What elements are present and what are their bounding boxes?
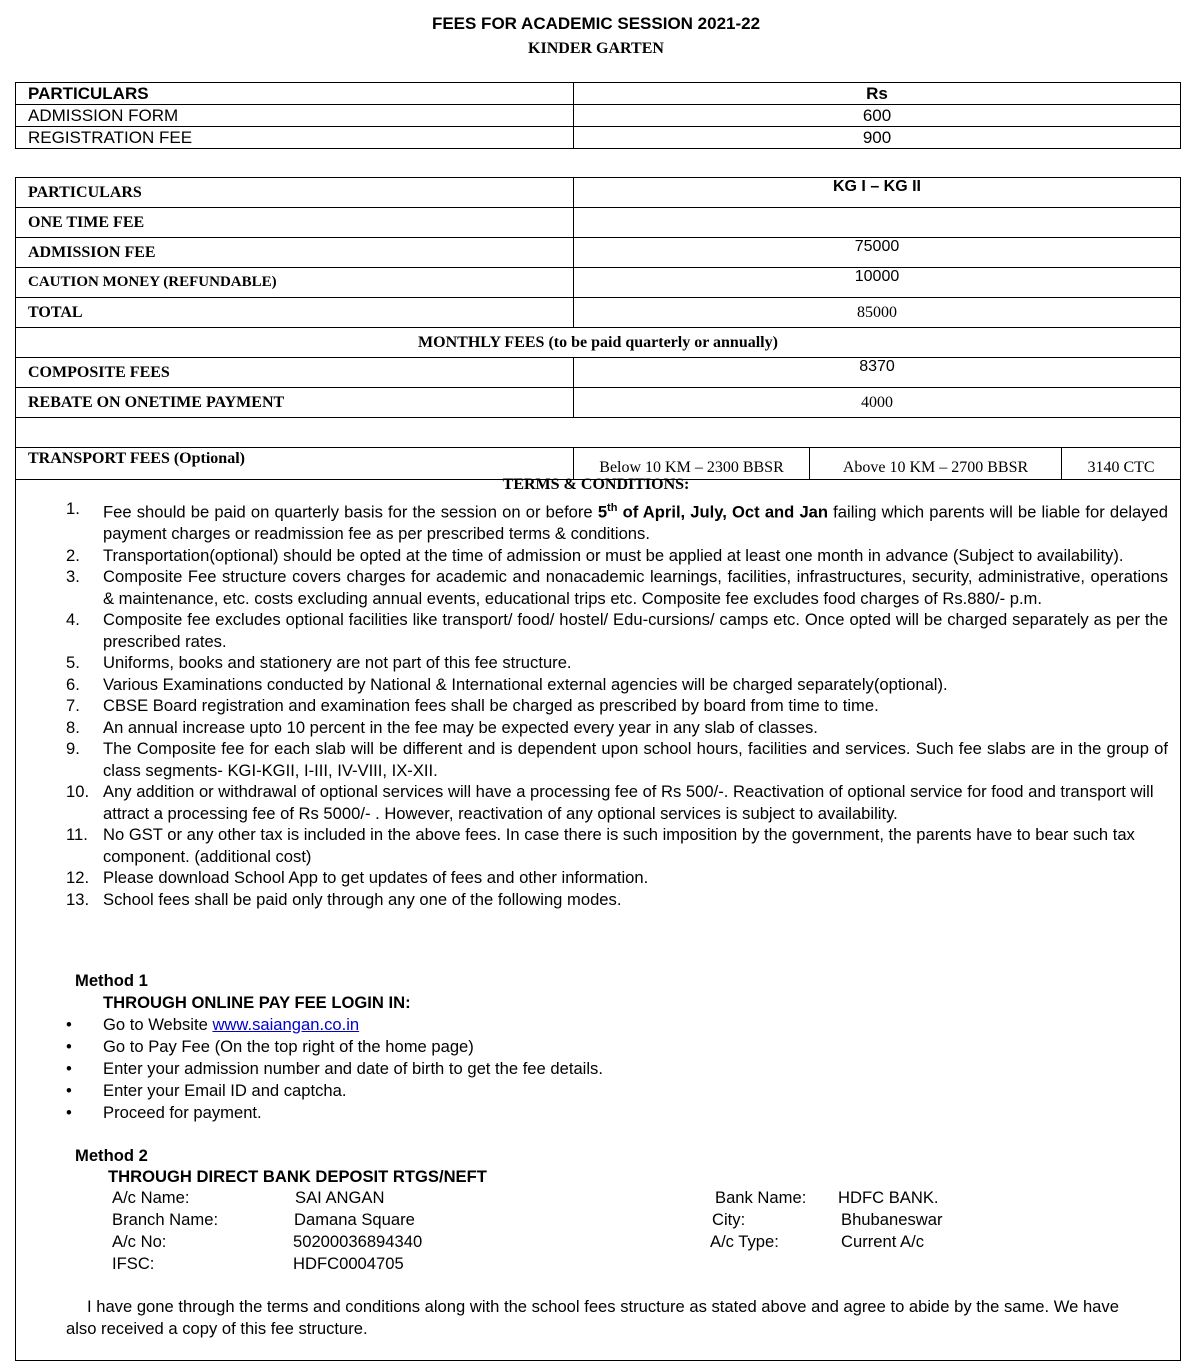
bullet-icon: • xyxy=(66,1037,72,1056)
header-particulars: PARTICULARS xyxy=(16,178,574,208)
table-header-row xyxy=(16,83,1181,105)
ifsc-value: HDFC0004705 xyxy=(293,1254,404,1273)
list-item xyxy=(66,1080,603,1102)
bank-name-label: Bank Name: xyxy=(715,1188,807,1207)
list-item xyxy=(66,1036,603,1058)
list-item xyxy=(66,1014,603,1036)
list-item xyxy=(66,824,1168,867)
composite-fees-value: 8370 xyxy=(574,358,1181,388)
bank-name-value: HDFC BANK. xyxy=(838,1188,939,1207)
term-text-part: Fee should be paid on quarterly basis for the session on or before xyxy=(103,502,598,522)
header-kg: KG I – KG II xyxy=(574,178,1181,208)
one-time-fee-label: ONE TIME FEE xyxy=(16,208,574,238)
table-header-row xyxy=(16,178,1181,208)
term-text: The Composite fee for each slab will be different and is dependent upon school hours, facilities and services. Such fee slabs are in the group of class segments- KGI-KGII, I-III, IV-VIII, IX-XII. xyxy=(103,739,1168,780)
method1-heading: THROUGH ONLINE PAY FEE LOGIN IN: xyxy=(103,993,411,1012)
kg-fee-table xyxy=(15,177,1181,480)
admission-fee-value: 75000 xyxy=(574,238,1181,268)
term-bold-part: of April, July, Oct and Jan xyxy=(617,502,829,522)
bullet-icon: • xyxy=(66,1059,72,1078)
page-title: FEES FOR ACADEMIC SESSION 2021-22 xyxy=(431,14,761,33)
bullet-icon: • xyxy=(66,1103,72,1122)
admission-fee-label: ADMISSION FEE xyxy=(16,238,574,268)
term-text: Various Examinations conducted by National & International external agencies will be charged separately(optional). xyxy=(103,674,948,694)
term-number: 5. xyxy=(66,653,80,673)
header-particulars: PARTICULARS xyxy=(16,83,574,105)
method2-label: Method 2 xyxy=(75,1146,148,1165)
branch-value: Damana Square xyxy=(294,1210,415,1229)
term-sup-part: th xyxy=(607,502,618,514)
term-number: 3. xyxy=(66,567,80,587)
term-text: Uniforms, books and stationery are not part of this fee structure. xyxy=(103,653,572,673)
method1-steps xyxy=(66,1014,603,1124)
list-item xyxy=(66,652,1168,674)
term-number: 1. xyxy=(66,499,80,518)
ac-no-value: 50200036894340 xyxy=(293,1232,423,1251)
composite-fees-label: COMPOSITE FEES xyxy=(16,358,574,388)
list-item xyxy=(66,566,1168,609)
declaration-text: I have gone through the terms and conditions along with the school fees structure as stated above and agree to abide by the same. We have also received a copy of this fee structure. xyxy=(66,1297,1119,1338)
branch-label: Branch Name: xyxy=(112,1210,219,1229)
step-text: Enter your Email ID and captcha. xyxy=(103,1081,347,1100)
caution-money-label: CAUTION MONEY (REFUNDABLE) xyxy=(16,268,574,298)
table-row xyxy=(16,298,1181,328)
method2-heading: THROUGH DIRECT BANK DEPOSIT RTGS/NEFT xyxy=(108,1167,487,1186)
term-text-part: failing which parents will be liable for delayed payment charges or readmission fee as per prescribed terms & conditions. xyxy=(103,502,1168,544)
list-item xyxy=(66,867,1168,889)
step-text: Go to Pay Fee (On the top right of the home page) xyxy=(103,1037,474,1056)
ifsc-label: IFSC: xyxy=(112,1254,155,1273)
step-text-part: Go to Website xyxy=(103,1015,213,1034)
term-number: 2. xyxy=(66,545,80,565)
list-item xyxy=(66,674,1168,696)
list-item xyxy=(66,1058,603,1080)
term-number: 6. xyxy=(66,674,80,694)
empty-row xyxy=(16,418,1181,448)
page-subtitle: KINDER GARTEN xyxy=(528,40,664,57)
list-item xyxy=(66,695,1168,717)
list-item xyxy=(66,889,1168,911)
transport-ctc: 3140 CTC xyxy=(1062,448,1181,480)
terms-list xyxy=(66,498,1168,910)
table-row xyxy=(16,388,1181,418)
step-text: Enter your admission number and date of birth to get the fee details. xyxy=(103,1059,603,1078)
list-item xyxy=(66,781,1168,824)
term-text: Any addition or withdrawal of optional services will have a processing fee of Rs 500/-. Reactivation of optional service for food and transport will attract a processing fee of Rs 5000/- . However, reactivation of any optional services is subject to availability. xyxy=(103,782,1154,823)
rebate-value: 4000 xyxy=(574,388,1181,418)
term-text: No GST or any other tax is included in the above fees. In case there is such imposition by the government, the parents have to bear such tax component. (additional cost) xyxy=(103,825,1135,866)
term-number: 10. xyxy=(66,782,90,802)
list-item xyxy=(66,498,1168,545)
table-row xyxy=(16,358,1181,388)
total-label: TOTAL xyxy=(16,298,574,328)
term-number: 11. xyxy=(66,825,88,845)
term-text: Composite Fee structure covers charges for academic and nonacademic learnings, facilities, infrastructures, security, administrative, operations & maintenance, etc. costs excluding annual events, educational trips etc. Composite fee excludes food charges of Rs.880/- p.m. xyxy=(103,567,1168,608)
row-label: REGISTRATION FEE xyxy=(16,127,574,149)
method1-label: Method 1 xyxy=(75,971,148,990)
rebate-label: REBATE ON ONETIME PAYMENT xyxy=(16,388,574,418)
transport-fees-label: TRANSPORT FEES (Optional) xyxy=(16,448,574,480)
city-value: Bhubaneswar xyxy=(841,1210,943,1229)
term-number: 12. xyxy=(66,868,90,888)
list-item xyxy=(66,545,1168,567)
term-text: An annual increase upto 10 percent in the fee may be expected every year in any slab of classes. xyxy=(103,717,818,737)
list-item xyxy=(66,717,1168,739)
city-label: City: xyxy=(712,1210,746,1229)
step-text: Proceed for payment. xyxy=(103,1103,262,1122)
ac-no-label: A/c No: xyxy=(112,1232,167,1251)
row-value: 900 xyxy=(574,127,1181,149)
total-value: 85000 xyxy=(574,298,1181,328)
empty-cell xyxy=(574,208,1181,238)
term-number: 4. xyxy=(66,610,80,630)
registration-fee-table xyxy=(15,82,1181,149)
term-text: School fees shall be paid only through any one of the following modes. xyxy=(103,889,622,909)
term-number: 7. xyxy=(66,696,80,716)
table-row xyxy=(16,105,1181,127)
term-text xyxy=(103,498,1168,545)
table-row xyxy=(16,127,1181,149)
terms-heading: TERMS & CONDITIONS: xyxy=(502,476,690,493)
header-rs: Rs xyxy=(574,83,1181,105)
bullet-icon: • xyxy=(66,1015,72,1034)
term-number: 9. xyxy=(66,739,80,759)
term-text: CBSE Board registration and examination fees shall be charged as prescribed by board from time to time. xyxy=(103,696,879,716)
row-value: 600 xyxy=(574,105,1181,127)
table-row xyxy=(16,328,1181,358)
monthly-fees-header: MONTHLY FEES (to be paid quarterly or annually) xyxy=(16,328,1181,358)
table-row xyxy=(16,208,1181,238)
table-row xyxy=(16,238,1181,268)
ac-type-value: Current A/c xyxy=(841,1232,925,1251)
term-text: Transportation(optional) should be opted at the time of admission or must be applied at least one month in advance (Subject to availability). xyxy=(103,545,1124,565)
term-text: Please download School App to get updates of fees and other information. xyxy=(103,868,649,888)
bullet-icon: • xyxy=(66,1081,72,1100)
term-text: Composite fee excludes optional facilities like transport/ food/ hostel/ Edu-cursions/ camps etc. Once opted will be charged separately as per the prescribed rates. xyxy=(103,610,1168,651)
list-item xyxy=(66,738,1168,781)
step-text xyxy=(103,1014,359,1036)
ac-type-label: A/c Type: xyxy=(710,1232,779,1251)
term-number: 8. xyxy=(66,717,80,737)
term-number: 13. xyxy=(66,889,90,909)
term-bold-part: 5 xyxy=(597,502,608,522)
list-item xyxy=(66,1102,603,1124)
ac-name-label: A/c Name: xyxy=(112,1188,190,1207)
table-row xyxy=(16,268,1181,298)
transport-below-10km: Below 10 KM – 2300 BBSR xyxy=(574,448,810,480)
website-link[interactable]: www.saiangan.co.in xyxy=(212,1015,360,1034)
row-label: ADMISSION FORM xyxy=(16,105,574,127)
ac-name-value: SAI ANGAN xyxy=(295,1188,385,1207)
table-row xyxy=(16,418,1181,448)
caution-money-value: 10000 xyxy=(574,268,1181,298)
list-item xyxy=(66,609,1168,652)
transport-above-10km: Above 10 KM – 2700 BBSR xyxy=(810,448,1062,480)
